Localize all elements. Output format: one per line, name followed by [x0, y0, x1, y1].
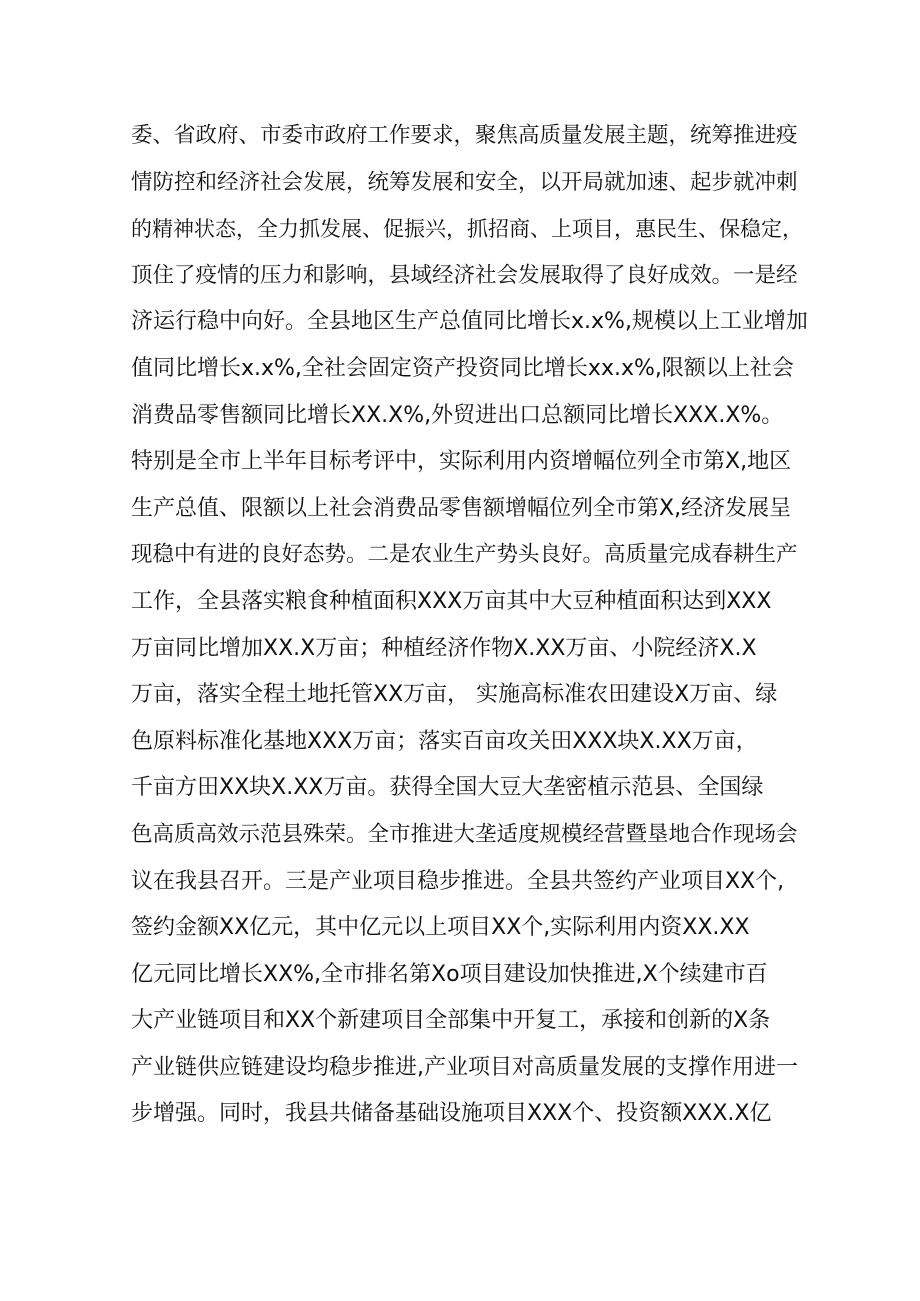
body-paragraph	[131, 113, 811, 1138]
text-line: 委、省政府、市委市政府工作要求，聚焦高质量发展主题，统筹推进疫	[131, 123, 798, 148]
text-line: 情防控和经济社会发展，统筹发展和安全，以开局就加速、起步就冲刺	[131, 169, 798, 195]
text-line: 特别是全市上半年目标考评中，实际利用内资增幅位列全市第X,地区	[131, 449, 792, 475]
text-line: 色原料标准化基地XXX万亩；落实百亩攻关田XXX块X.XX万亩，	[131, 728, 758, 754]
text-line: 千亩方田XX块X.XX万亩。获得全国大豆大垄密植示范县、全国绿	[131, 775, 764, 801]
text-line: 议在我县召开。三是产业项目稳步推进。全县共签约产业项目XX个,	[131, 868, 785, 894]
text-line: 消费品零售额同比增长XX.X%,外贸进出口总额同比增长XXX.X%。	[131, 402, 784, 428]
text-line: 万亩同比增加XX.X万亩；种植经济作物X.XX万亩、小院经济X.X	[131, 635, 757, 661]
text-line: 步增强。同时，我县共储备基础设施项目XXX个、投资额XXX.X亿	[131, 1101, 772, 1127]
text-line: 生产总值、限额以上社会消费品零售额增幅位列全市第X,经济发展呈	[131, 495, 792, 521]
text-line: 顶住了疫情的压力和影响，县域经济社会发展取得了良好成效。一是经	[131, 262, 798, 288]
text-line: 现稳中有进的良好态势。二是农业生产势头良好。高质量完成春耕生产	[131, 542, 798, 568]
text-line: 万亩，落实全程土地托管XX万亩， 实施高标准农田建设X万亩、绿	[131, 682, 778, 708]
text-line: 亿元同比增长XX%,全市排名第Xo项目建设加快推进,X个续建市百	[131, 961, 768, 987]
text-line: 大产业链项目和XX个新建项目全部集中开复工，承接和创新的X条	[131, 1008, 771, 1034]
text-line: 济运行稳中向好。全县地区生产总值同比增长x.x%,规模以上工业增加	[131, 309, 808, 335]
text-line: 产业链供应链建设均稳步推进,产业项目对高质量发展的支撑作用进一	[131, 1054, 798, 1080]
text-line: 色高质高效示范县殊荣。全市推进大垄适度规模经营暨垦地合作现场会	[131, 821, 798, 847]
text-line: 工作，全县落实粮食种植面积XXX万亩其中大豆种植面积达到XXX	[131, 588, 772, 614]
text-line: 签约金额XX亿元，其中亿元以上项目XX个,实际利用内资XX.XX	[131, 915, 750, 941]
text-line: 值同比增长x.x%,全社会固定资产投资同比增长xx.x%,限额以上社会	[131, 355, 794, 381]
text-line: 的精神状态，全力抓发展、促振兴，抓招商、上项目，惠民生、保稳定，	[131, 217, 803, 242]
